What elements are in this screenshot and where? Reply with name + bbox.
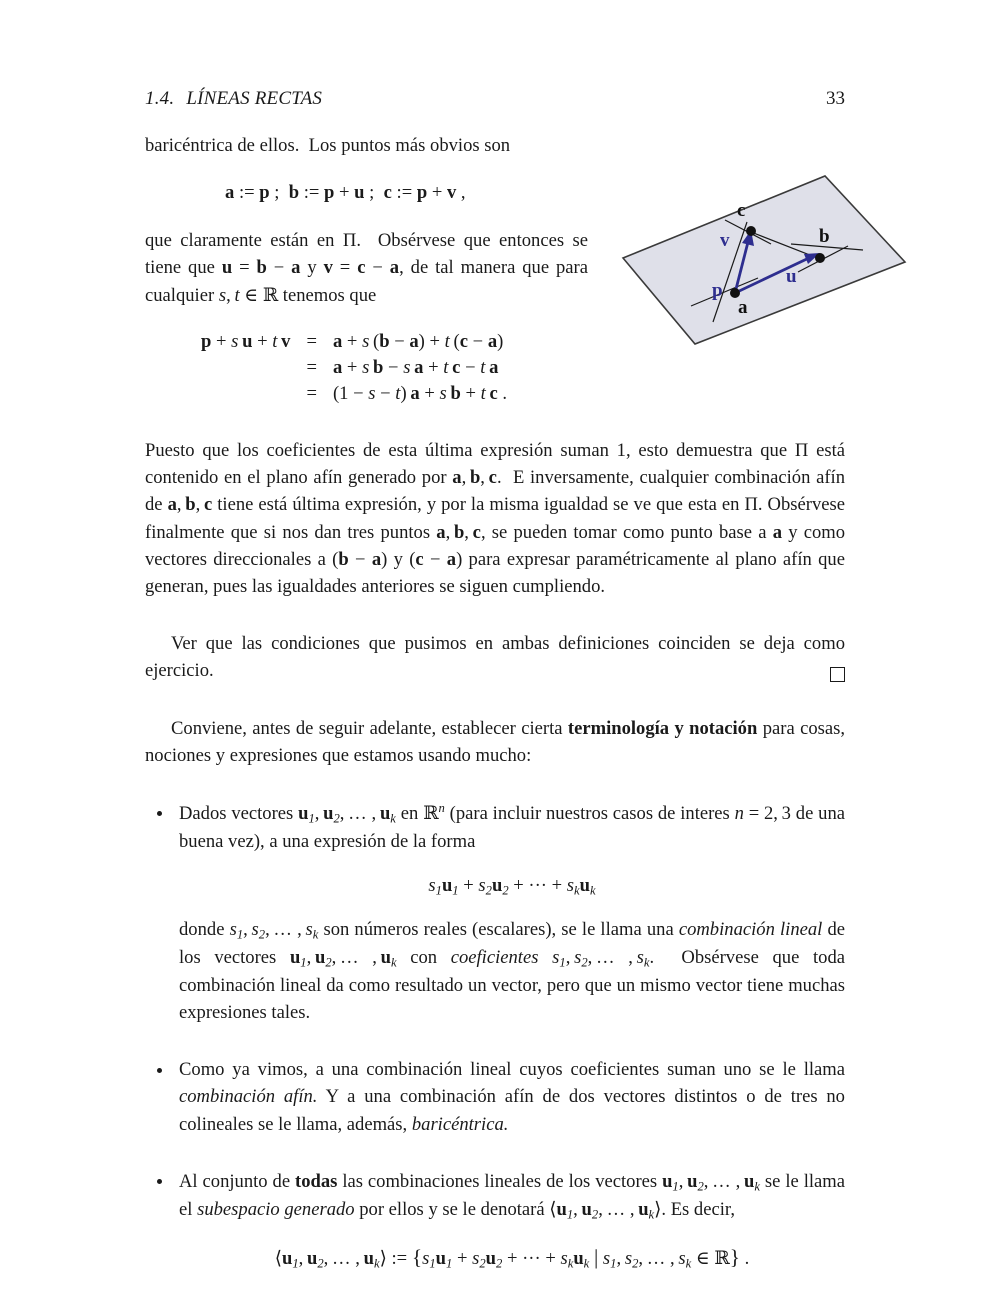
bullet-subespacio-generado xyxy=(145,1168,845,1273)
label-c: c xyxy=(737,200,746,221)
equation-lhs xyxy=(201,355,290,381)
bullet-dot-icon xyxy=(157,1179,162,1184)
equation-operator: = xyxy=(306,356,317,378)
page-number: 33 xyxy=(826,88,845,109)
qed-symbol xyxy=(830,667,845,682)
para-conviene-text-2: para cosas, nociones y expresiones que estamos usando mucho: xyxy=(145,717,845,766)
equation-aligned-derivation xyxy=(201,329,507,407)
running-head xyxy=(145,88,845,110)
equation-lhs: p + s u + t v xyxy=(201,330,291,352)
para-puesto-que: Puesto que los coeficientes de esta última expresión suman 1, esto demuestra que Π está contenido en el plano afín generado por a, b, c. E inversamente, cualquier combinación afín de a, b, c tiene está última expresión, y por la misma igualdad se ve que esta en Π. Obsérvese finalmente que si nos dan tres puntos a, b, c, se pueden tomar como punto base a a y como vectores direccionales a (b − a) y (c − a) para expresar paramétricamente al plano afín que generan, pues las igualdades anteriores se siguen cumpliendo. xyxy=(145,439,846,597)
bullet-text: Como ya vimos, a una combinación lineal cuyos coeficientes suman uno se le llama combinación afín. Y a una combinación afín de dos vectores distintos o de tres no colineales se le llama, además, baricéntrica. xyxy=(179,1059,845,1135)
bullet-text-continued: donde $s_1$, $s_2$, … , $s_k$ son números reales (escalares), se le llama una combinación lineal de los vectores $u_1$, $u_2$, … , $u_k$ con coeficientes $s_1$, $s_2$, … , $s_k$. Obsérvese que toda combinación lineal da como resultado un vector, pero que un mismo vector tiene muchas expresiones tales. xyxy=(179,918,846,1024)
body-column xyxy=(145,132,845,1289)
equation-row xyxy=(201,329,507,355)
equation-point-definitions: a := p ; b := p + u ; c := p + v , xyxy=(225,182,466,204)
equation-lhs xyxy=(201,381,290,407)
para-conviene-text-1: Conviene, antes de seguir adelante, establecer cierta xyxy=(171,717,568,739)
equation-row xyxy=(201,355,507,381)
terminologia-notacion-emphasis: terminología y notación xyxy=(567,717,758,739)
bullet-text: Al conjunto de todas las combinaciones lineales de los vectores $u_1$, $u_2$, … , $u_k$ se le llama el subespacio generado por ellos y se le denotará $⟨u_1$, $u_2$, … , $u_k⟩$. Es decir, xyxy=(179,1170,846,1222)
label-p: p xyxy=(712,280,723,301)
label-a: a xyxy=(738,297,748,318)
bullet-combinacion-lineal xyxy=(145,799,845,1026)
para-claramente: que claramente están en Π. Obsérvese que entonces se tiene que u = b − a y v = c − a, de tal manera que para cualquier s, t ∈ ℝ tenemos que xyxy=(145,230,588,306)
label-v: v xyxy=(720,230,730,251)
bullet-dot-icon xyxy=(157,1068,162,1073)
display-span-definition: $⟨u_1$, $u_2$, … , $u_k⟩$ := {$s_1u_1 + s_2u_2$ + ··· + $s_ku_k$ | $s_1$, $s_2$, … , $s_k$ ∈ ℝ} . xyxy=(274,1245,750,1271)
equation-rhs: a + s b − s a + t c − t a xyxy=(332,356,499,378)
terminology-bullet-list xyxy=(145,799,845,1273)
equation-operator: = xyxy=(306,382,317,404)
bullet-combinacion-afin xyxy=(145,1056,845,1138)
equation-operator: = xyxy=(306,330,317,352)
label-u: u xyxy=(786,266,797,287)
section-number: 1.4. xyxy=(145,88,175,109)
section-title: LÍNEAS RECTAS xyxy=(186,88,323,109)
bullet-text: Dados vectores $u_1$, $u_2$, … , $u_k$ en ℝ$^n$ (para incluir nuestros casos de interes n = 2, 3 de una buena vez), a una expresión de la forma xyxy=(179,801,845,853)
bullet-dot-icon xyxy=(157,811,162,816)
equation-row xyxy=(201,381,507,407)
equation-rhs: a + s (b − a) + t (c − a) xyxy=(332,330,504,352)
para-baricentrica: baricéntrica de ellos. Los puntos más obvios son xyxy=(145,135,511,156)
equation-rhs: (1 − s − t) a + s b + t c . xyxy=(332,382,508,404)
para-ver-que: Ver que las condiciones que pusimos en ambas definiciones coinciden se deja como ejercicio. xyxy=(145,633,845,682)
para-conviene xyxy=(145,715,845,769)
label-b: b xyxy=(819,226,830,247)
display-linear-combination: $s_1u_1 + s_2u_2$ + ··· + $s_ku_k$ xyxy=(428,874,596,898)
running-head-title xyxy=(145,88,322,110)
